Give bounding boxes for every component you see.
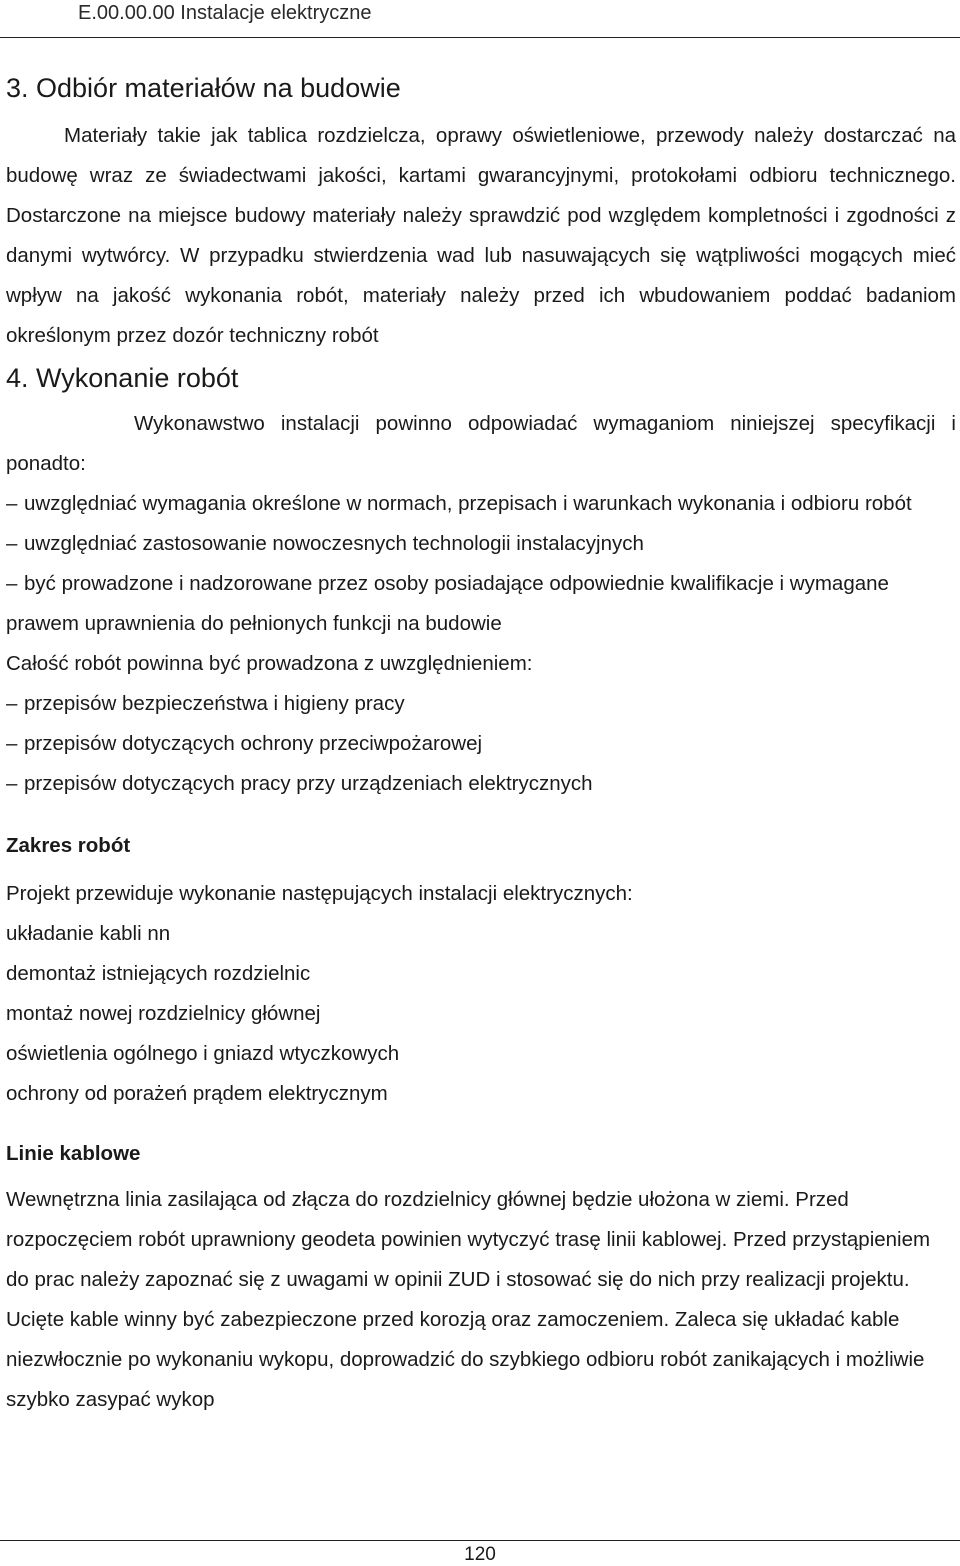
regulations-list [6,684,956,804]
page-footer [0,1540,960,1565]
header-divider [0,37,960,38]
list-item: układanie kabli nn [6,922,171,945]
whole-works-label: Całość robót powinna być prowadzona z uwzględnieniem: [6,652,533,675]
list-item: – przepisów bezpieczeństwa i higieny pracy [6,692,405,715]
list-item: – przepisów dotyczących ochrony przeciwpożarowej [6,732,483,755]
section-4-heading: 4. Wykonanie robót [6,363,239,393]
document-body [6,66,956,1420]
list-item: – uwzględniać wymagania określone w normach, przepisach i warunkach wykonania i odbioru robót [6,492,912,515]
page-header [0,0,960,40]
list-item: – przepisów dotyczących pracy przy urządzeniach elektrycznych [6,772,593,795]
document-title: E.00.00.00 Instalacje elektryczne [78,2,372,24]
section-3-heading: 3. Odbiór materiałów na budowie [6,73,401,103]
list-item: montaż nowej rozdzielnicy głównej [6,1002,321,1025]
cables-heading: Linie kablowe [6,1142,141,1165]
list-item: demontaż istniejących rozdzielnic [6,962,311,985]
list-item: ochrony od porażeń prądem elektrycznym [6,1082,388,1105]
list-item: – uwzględniać zastosowanie nowoczesnych technologii instalacyjnych [6,532,644,555]
page-number: 120 [464,1544,496,1565]
footer-divider [0,1540,960,1541]
scope-list [6,914,956,1114]
cables-paragraph: Wewnętrzna linia zasilająca od złącza do rozdzielnicy głównej będzie ułożona w ziemi. Przed rozpoczęciem robót uprawniony geodeta powinien wytyczyć trasę linii kablowej. Przed przystąpieniem do prac należy zapoznać się z uwagami w opinii ZUD i stosować się do nich przy realizacji projektu. Ucięte kable winny być zabezpieczone przed korozją oraz zamoczeniem. Zaleca się układać kable niezwłocznie po wykonaniu wykopu, doprowadzić do szybkiego odbioru robót zanikających i możliwie szybko zasypać wykop [6,1188,931,1411]
scope-heading: Zakres robót [6,834,131,857]
list-item: – być prowadzone i nadzorowane przez osoby posiadające odpowiednie kwalifikacje i wymagane prawem uprawnienia do pełnionych funkcji na budowie [6,572,889,635]
requirements-list [6,484,956,644]
scope-intro: Projekt przewiduje wykonanie następujących instalacji elektrycznych: [6,882,633,905]
list-item: oświetlenia ogólnego i gniazd wtyczkowych [6,1042,400,1065]
section-4-intro: Wykonawstwo instalacji powinno odpowiadać wymaganiom niniejszej specyfikacji i ponadto: [6,412,956,475]
section-3-paragraph: Materiały takie jak tablica rozdzielcza, oprawy oświetleniowe, przewody należy dostarczać na budowę wraz ze świadectwami jakości, kartami gwarancyjnymi, protokołami odbioru technicznego. Dostarczone na miejsce budowy materiały należy sprawdzić pod względem kompletności i zgodności z danymi wytwórcy. W przypadku stwierdzenia wad lub nasuwających się wątpliwości mogących mieć wpływ na jakość wykonania robót, materiały należy przed ich wbudowaniem poddać badaniom określonym przez dozór techniczny robót [6,124,956,347]
